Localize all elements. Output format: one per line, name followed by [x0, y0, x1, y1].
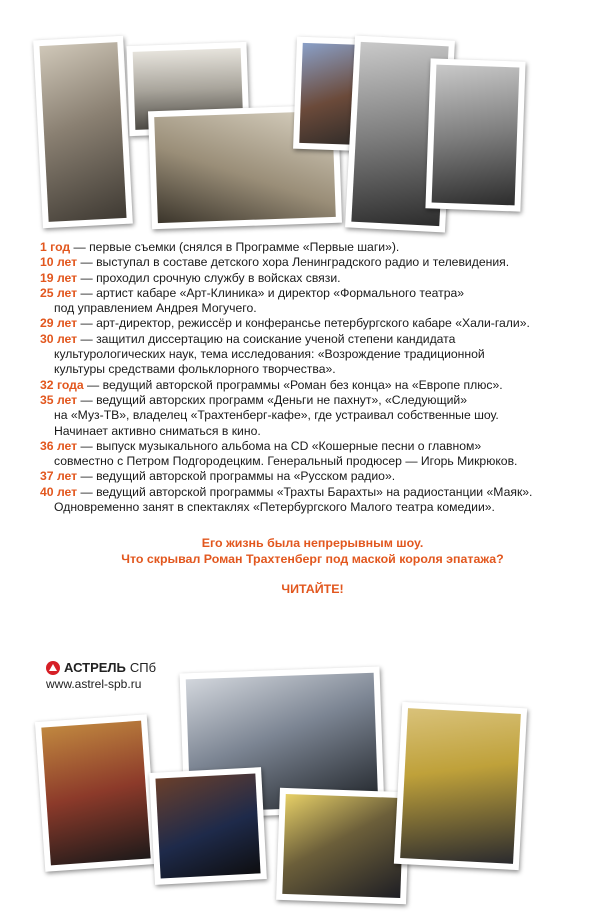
promo-block	[40, 535, 585, 597]
timeline-year: 35 лет	[40, 392, 78, 407]
timeline-continuation: Одновременно занят в спектаклях «Петербургского Малого театра комедии».	[54, 500, 495, 515]
timeline-text: — ведущий авторской программы «Роман без конца» на «Европе плюс».	[83, 377, 503, 392]
timeline-entry	[40, 469, 585, 484]
publisher-url: www.astrel-spb.ru	[46, 677, 142, 691]
timeline-year: 1 год	[40, 240, 71, 254]
timeline-entry	[40, 378, 585, 393]
timeline-text: — ведущий авторской программы «Трахты Барахты» на радиостанции «Маяк».	[77, 484, 533, 499]
publisher-name: АСТРЕЛЬ	[64, 660, 126, 675]
timeline-year: 29 лет	[40, 316, 78, 331]
timeline-text: — выступал в составе детского хора Ленинградского радио и телевидения.	[77, 255, 510, 270]
astrel-logo-icon	[46, 661, 60, 675]
publisher-logo	[46, 660, 156, 675]
timeline-text: — защитил диссертацию на соискание ученой степени кандидата	[77, 331, 456, 346]
timeline-continuation: Начинает активно сниматься в кино.	[54, 423, 261, 438]
timeline-text: — выпуск музыкального альбома на CD «Кошерные песни о главном»	[77, 438, 482, 453]
photo-thinking-pose	[394, 702, 527, 870]
timeline-continuation: культурологических наук, тема исследования: «Возрождение традиционной	[54, 347, 485, 362]
publisher-city: СПб	[129, 660, 157, 675]
timeline-continuation: совместно с Петром Подгородецким. Генеральный продюсер — Игорь Микрюков.	[54, 454, 518, 469]
promo-line-2: Что скрывал Роман Трахтенберг под маской короля эпатажа?	[121, 552, 504, 566]
timeline-continuation: на «Муз-ТВ», владелец «Трахтенберг-кафе», где устраивал собственные шоу.	[54, 408, 499, 423]
photo-carnival	[35, 714, 157, 871]
photo-microphone	[149, 767, 267, 885]
timeline-entry	[40, 271, 585, 286]
timeline-year: 32 года	[40, 377, 84, 392]
timeline-year: 19 лет	[40, 270, 78, 285]
timeline-entry	[40, 240, 585, 255]
timeline-text: — проходил срочную службу в войсках связи.	[77, 270, 341, 285]
photo-piano	[276, 788, 410, 904]
timeline-year: 36 лет	[40, 438, 78, 453]
timeline-text: — артист кабаре «Арт-Клиника» и директор «Формального театра»	[77, 285, 465, 300]
timeline-text: — ведущий авторских программ «Деньги не пахнут», «Следующий»	[77, 392, 467, 407]
timeline-year: 25 лет	[40, 285, 78, 300]
promo-read-call: ЧИТАЙТЕ!	[281, 582, 344, 596]
timeline-entry	[40, 485, 585, 500]
timeline-continuation: культуры средствами фольклорного творчества».	[54, 362, 336, 377]
biography-timeline	[40, 240, 585, 515]
photo-young-man-portrait	[425, 58, 525, 211]
timeline-year: 40 лет	[40, 484, 78, 499]
timeline-entry	[40, 255, 585, 270]
timeline-year: 30 лет	[40, 331, 78, 346]
timeline-year: 37 лет	[40, 469, 78, 484]
timeline-text: — первые съемки (снялся в Программе «Первые шаги»).	[70, 240, 400, 254]
timeline-continuation: под управлением Андрея Могучего.	[54, 301, 257, 316]
promo-line-1: Его жизнь была непрерывным шоу.	[201, 536, 424, 550]
timeline-entry	[40, 439, 585, 454]
timeline-entry	[40, 286, 585, 301]
publisher-block	[46, 660, 156, 691]
timeline-entry	[40, 393, 585, 408]
photo-child-costume	[33, 36, 133, 228]
timeline-entry	[40, 316, 585, 331]
timeline-text: — арт-директор, режиссёр и конферансье петербургского кабаре «Хали-гали».	[77, 316, 530, 331]
timeline-entry	[40, 332, 585, 347]
timeline-year: 10 лет	[40, 255, 78, 270]
timeline-text: — ведущий авторской программы на «Русском радио».	[77, 469, 396, 484]
